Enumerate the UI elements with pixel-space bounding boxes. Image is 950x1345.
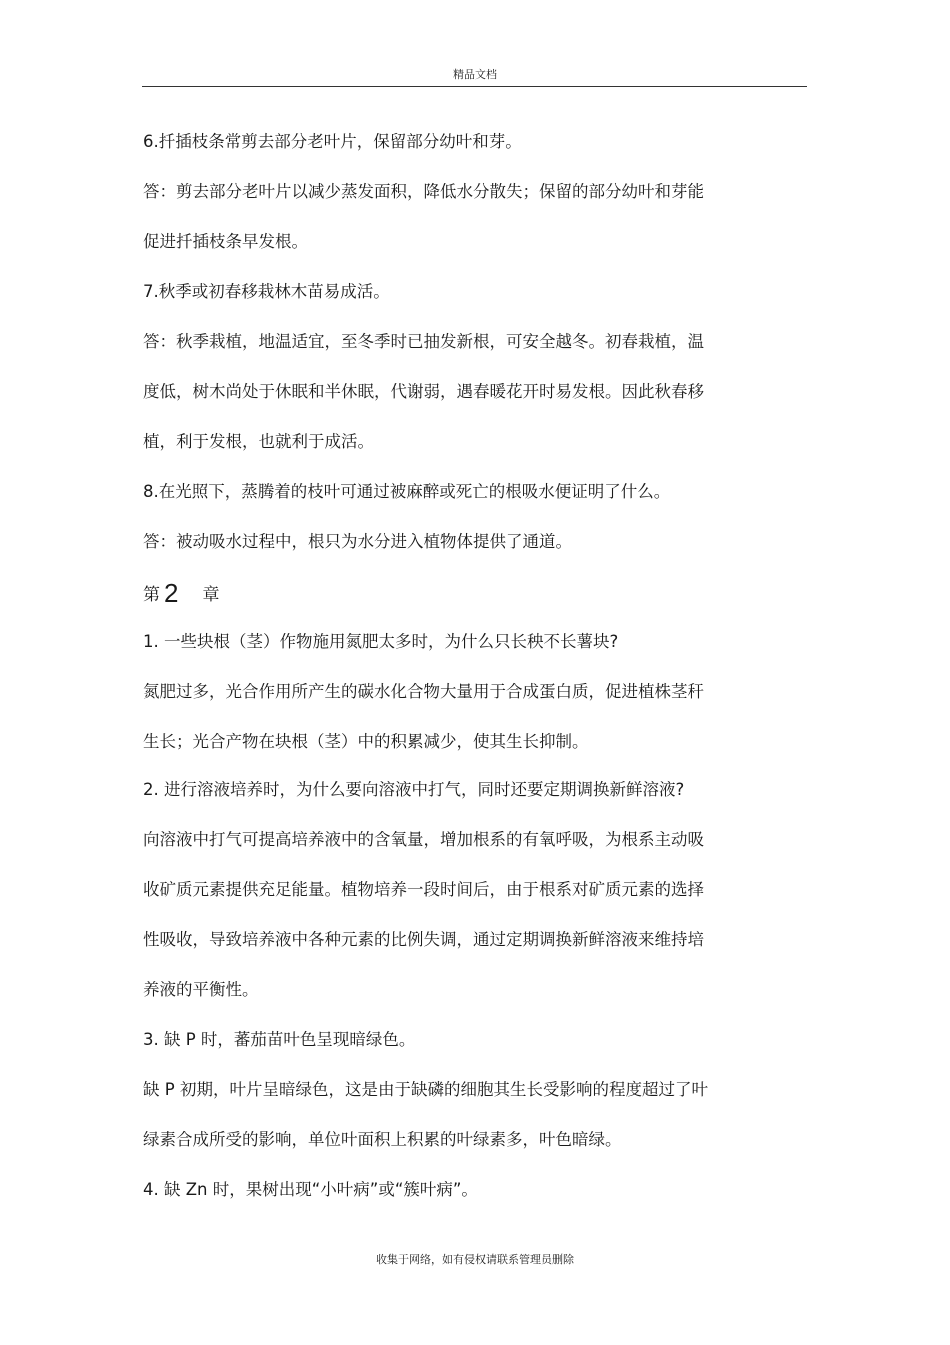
answer-7-line-3: 植，利于发根，也就利于成活。 (143, 432, 374, 451)
ch2-question-2: 2. 进行溶液培养时，为什么要向溶液中打气，同时还要定期调换新鲜溶液? (143, 780, 685, 799)
ch2-question-1: 1. 一些块根（茎）作物施用氮肥太多时，为什么只长秧不长薯块? (143, 632, 619, 651)
ch2-answer-2-line-2: 收矿质元素提供充足能量。植物培养一段时间后，由于根系对矿质元素的选择 (143, 880, 704, 899)
ch2-answer-3-line-1: 缺 P 初期，叶片呈暗绿色，这是由于缺磷的细胞其生长受影响的程度超过了叶 (143, 1080, 708, 1099)
chapter-suffix: 章 (202, 585, 220, 605)
answer-6-line-1: 答：剪去部分老叶片以减少蒸发面积，降低水分散失；保留的部分幼叶和芽能 (143, 182, 704, 201)
question-8: 8.在光照下，蒸腾着的枝叶可通过被麻醉或死亡的根吸水便证明了什么。 (143, 482, 671, 501)
chapter-heading (143, 578, 219, 610)
ch2-answer-2-line-4: 养液的平衡性。 (143, 980, 259, 999)
answer-7-line-2: 度低，树木尚处于休眠和半休眠，代谢弱，遇春暖花开时易发根。因此秋春移 (143, 382, 704, 401)
ch2-answer-2-line-1: 向溶液中打气可提高培养液中的含氧量，增加根系的有氧呼吸，为根系主动吸 (143, 830, 704, 849)
ch2-answer-1-line-2: 生长；光合产物在块根（茎）中的积累减少，使其生长抑制。 (143, 732, 589, 751)
header-divider (142, 86, 807, 87)
answer-8: 答：被动吸水过程中，根只为水分进入植物体提供了通道。 (143, 532, 572, 551)
ch2-question-3: 3. 缺 P 时，蕃茄苗叶色呈现暗绿色。 (143, 1030, 416, 1049)
chapter-number: 2 (164, 578, 179, 608)
answer-7-line-1: 答：秋季栽植，地温适宜，至冬季时已抽发新根，可安全越冬。初春栽植，温 (143, 332, 704, 351)
page-footer: 收集于网络，如有侵权请联系管理员删除 (376, 1253, 574, 1266)
page-header: 精品文档 (453, 68, 497, 81)
chapter-prefix: 第 (143, 585, 160, 605)
question-6: 6.扦插枝条常剪去部分老叶片，保留部分幼叶和芽。 (143, 132, 522, 151)
ch2-answer-1-line-1: 氮肥过多，光合作用所产生的碳水化合物大量用于合成蛋白质，促进植株茎秆 (143, 682, 704, 701)
question-7: 7.秋季或初春移栽林木苗易成活。 (143, 282, 390, 301)
ch2-answer-3-line-2: 绿素合成所受的影响，单位叶面积上积累的叶绿素多，叶色暗绿。 (143, 1130, 622, 1149)
answer-6-line-2: 促进扦插枝条早发根。 (143, 232, 308, 251)
ch2-answer-2-line-3: 性吸收，导致培养液中各种元素的比例失调，通过定期调换新鲜溶液来维持培 (143, 930, 704, 949)
ch2-question-4: 4. 缺 Zn 时，果树出现“小叶病”或“簇叶病”。 (143, 1180, 478, 1199)
